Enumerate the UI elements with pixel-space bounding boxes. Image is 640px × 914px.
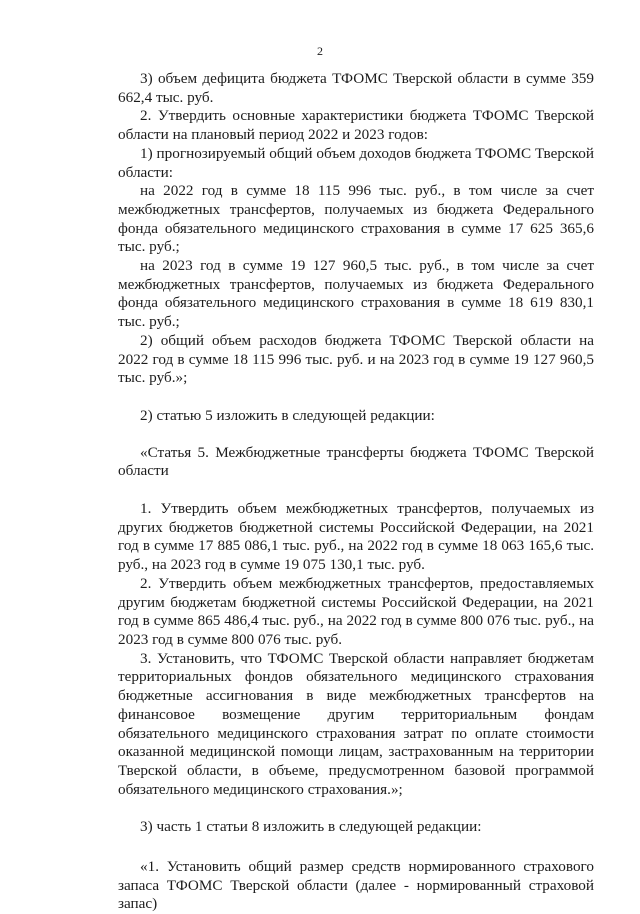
page-number: 2 bbox=[317, 44, 323, 58]
paragraph-article5-item1: 1. Утвердить объем межбюджетных трансфертов, получаемых из других бюджетов бюджетной системы Российской Федерации, на 2021 год в сумме 17 885 086,1 тыс. руб., на 2022 год в сумме 18 063 165,6 тыс. руб., на 2023 год в сумме 19 075 130,1 тыс. руб. bbox=[118, 500, 594, 574]
paragraph-article5-item3: 3. Установить, что ТФОМС Тверской области направляет бюджетам территориальных фондов обязательного медицинского страхования бюджетные ассигнования в виде межбюджетных трансфертов на финансовое возмещение другим территориальным фондам обязательного медицинского страхования затрат по оплате стоимости оказанной медицинской помощи лицам, застрахованным на территории Тверской области, в объеме, предусмотренном базовой программой обязательного медицинского страхования.»; bbox=[118, 649, 594, 798]
paragraph-plan-period: 2. Утвердить основные характеристики бюджета ТФОМС Тверской области на плановый период 2022 и 2023 годов: bbox=[118, 107, 594, 144]
document-body bbox=[118, 70, 594, 914]
paragraph-article5-item2: 2. Утвердить объем межбюджетных трансфертов, предоставляемых другим бюджетам бюджетной системы Российской Федерации, на 2021 год в сумме 865 486,4 тыс. руб., на 2022 год в сумме 800 076 тыс. руб., на 2023 год в сумме 800 076 тыс. руб. bbox=[118, 574, 594, 648]
paragraph-deficit: 3) объем дефицита бюджета ТФОМС Тверской области в сумме 359 662,4 тыс. руб. bbox=[118, 70, 594, 106]
paragraph-income-2022: на 2022 год в сумме 18 115 996 тыс. руб., в том числе за счет межбюджетных трансфертов, получаемых из бюджета Федерального фонда обязательного медицинского страхования в сумме 17 625 365,6 тыс. руб.; bbox=[118, 182, 594, 256]
paragraph-income-header: 1) прогнозируемый общий объем доходов бюджета ТФОМС Тверской области: bbox=[118, 144, 594, 181]
paragraph-income-2023: на 2023 год в сумме 19 127 960,5 тыс. руб., в том числе за счет межбюджетных трансфертов, получаемых из бюджета Федерального фонда обязательного медицинского страхования в сумме 18 619 830,1 тыс. руб.; bbox=[118, 257, 594, 331]
paragraph-article8-item1: «1. Установить общий размер средств нормированного страхового запаса ТФОМС Тверской области (далее - нормированный страховой запас) bbox=[118, 858, 594, 913]
paragraph-expenses: 2) общий объем расходов бюджета ТФОМС Тверской области на 2022 год в сумме 18 115 996 тыс. руб. и на 2023 год в сумме 19 127 960,5 тыс. руб.»; bbox=[118, 331, 594, 387]
paragraph-article5-intro: 2) статью 5 изложить в следующей редакции: bbox=[140, 406, 435, 424]
paragraph-article5-title: «Статья 5. Межбюджетные трансферты бюджета ТФОМС Тверской области bbox=[118, 443, 594, 480]
paragraph-article8-intro: 3) часть 1 статьи 8 изложить в следующей редакции: bbox=[140, 818, 482, 836]
